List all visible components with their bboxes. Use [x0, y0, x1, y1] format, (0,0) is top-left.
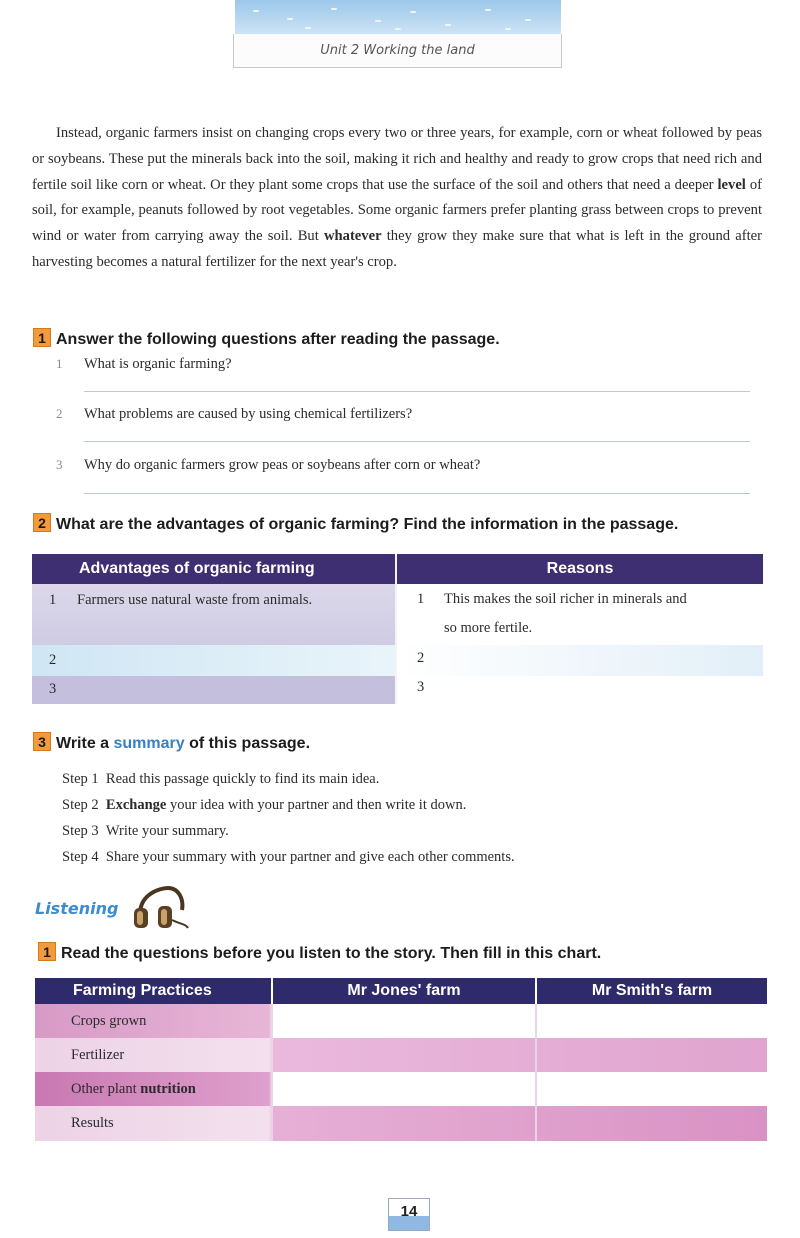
page-number: 14	[388, 1198, 430, 1231]
listening-section-label: Listening	[35, 899, 119, 918]
table-header-advantages: Advantages of organic farming	[32, 554, 395, 584]
exercise-number-badge: 1	[33, 328, 51, 347]
exercise-2-heading: 2 What are the advantages of organic farming? Find the information in the passage.	[33, 513, 678, 534]
vocab-whatever: whatever	[324, 228, 382, 245]
column-divider	[395, 554, 397, 704]
vocab-level: level	[717, 176, 746, 193]
table-row[interactable]	[397, 645, 763, 676]
table-row[interactable]: Other plant nutrition	[35, 1072, 767, 1106]
table-header-farming-practices: Farming Practices	[35, 978, 271, 1004]
row-1-number: 1	[49, 592, 57, 608]
question-3: 3 Why do organic farmers grow peas or soybeans after corn or wheat?	[56, 457, 481, 473]
answer-line-2[interactable]	[84, 441, 750, 442]
row-3-number: 3	[49, 681, 57, 697]
exercise-3-heading: 3 Write a summary of this passage.	[33, 732, 310, 753]
table-row[interactable]	[397, 676, 763, 704]
table-row[interactable]: Fertilizer	[35, 1038, 767, 1072]
question-1: 1 What is organic farming?	[56, 356, 232, 372]
row-1-reason-number: 1	[417, 591, 425, 607]
row-1-reason-line1: This makes the soil richer in minerals and	[444, 591, 687, 607]
table-row[interactable]	[32, 676, 395, 704]
reading-passage: Instead, organic farmers insist on changing crops every two or three years, for example, corn or wheat followed by peas or soybeans. These put the minerals back into the soil, making it rich and healthy and ready to grow crops that need rich and fertile soil like corn or wheat. Or they plant some crops that use the surface of the soil and others that need a deeper level of soil, for example, peanuts followed by root vegetables. Some organic farmers prefer planting grass between crops to prevent wind or water from carrying away the soil. But whatever they grow they make sure that what is left in the ground after harvesting becomes a natural fertilizer for the next year's crop.	[32, 125, 763, 270]
exercise-number-badge: 3	[33, 732, 51, 751]
list-item: Step 2 Exchange your idea with your partner and then write it down.	[62, 797, 467, 813]
answer-line-1[interactable]	[84, 391, 750, 392]
exercise-number-badge: 1	[38, 942, 56, 961]
column-divider	[535, 1004, 537, 1141]
list-item: Step 3 Write your summary.	[62, 823, 229, 839]
advantages-table	[32, 554, 763, 704]
row-1-advantage: Farmers use natural waste from animals.	[77, 592, 313, 608]
table-header-reasons: Reasons	[397, 554, 763, 584]
question-2: 2 What problems are caused by using chemical fertilizers?	[56, 406, 413, 422]
answer-line-3[interactable]	[84, 493, 750, 494]
row-2-number: 2	[49, 652, 57, 668]
row-3-reason-number: 3	[417, 679, 425, 695]
farming-practices-table	[35, 978, 767, 1141]
headphones-icon	[130, 884, 190, 932]
exercise-number-badge: 2	[33, 513, 51, 532]
unit-title: Unit 2 Working the land	[233, 34, 562, 68]
listening-exercise-1-heading: 1 Read the questions before you listen to the story. Then fill in this chart.	[38, 942, 601, 963]
vocab-nutrition: nutrition	[140, 1081, 196, 1097]
row-2-reason-number: 2	[417, 650, 425, 666]
table-header-mr-jones: Mr Jones' farm	[273, 978, 535, 1004]
column-divider	[271, 1004, 273, 1141]
list-item: Step 1 Read this passage quickly to find its main idea.	[62, 771, 380, 787]
table-header-mr-smith: Mr Smith's farm	[537, 978, 767, 1004]
table-row[interactable]: Crops grown	[35, 1004, 767, 1038]
step-list	[62, 766, 515, 870]
list-item: Step 4 Share your summary with your partner and give each other comments.	[62, 849, 515, 865]
exercise-1-heading: 1 Answer the following questions after reading the passage.	[33, 328, 500, 349]
row-1-reason-line2: so more fertile.	[444, 620, 533, 636]
table-row[interactable]	[32, 645, 395, 676]
header-banner-image	[235, 0, 561, 34]
vocab-exchange: Exchange	[105, 797, 167, 813]
summary-keyword: summary	[113, 735, 185, 752]
table-row[interactable]: Results	[35, 1106, 767, 1141]
